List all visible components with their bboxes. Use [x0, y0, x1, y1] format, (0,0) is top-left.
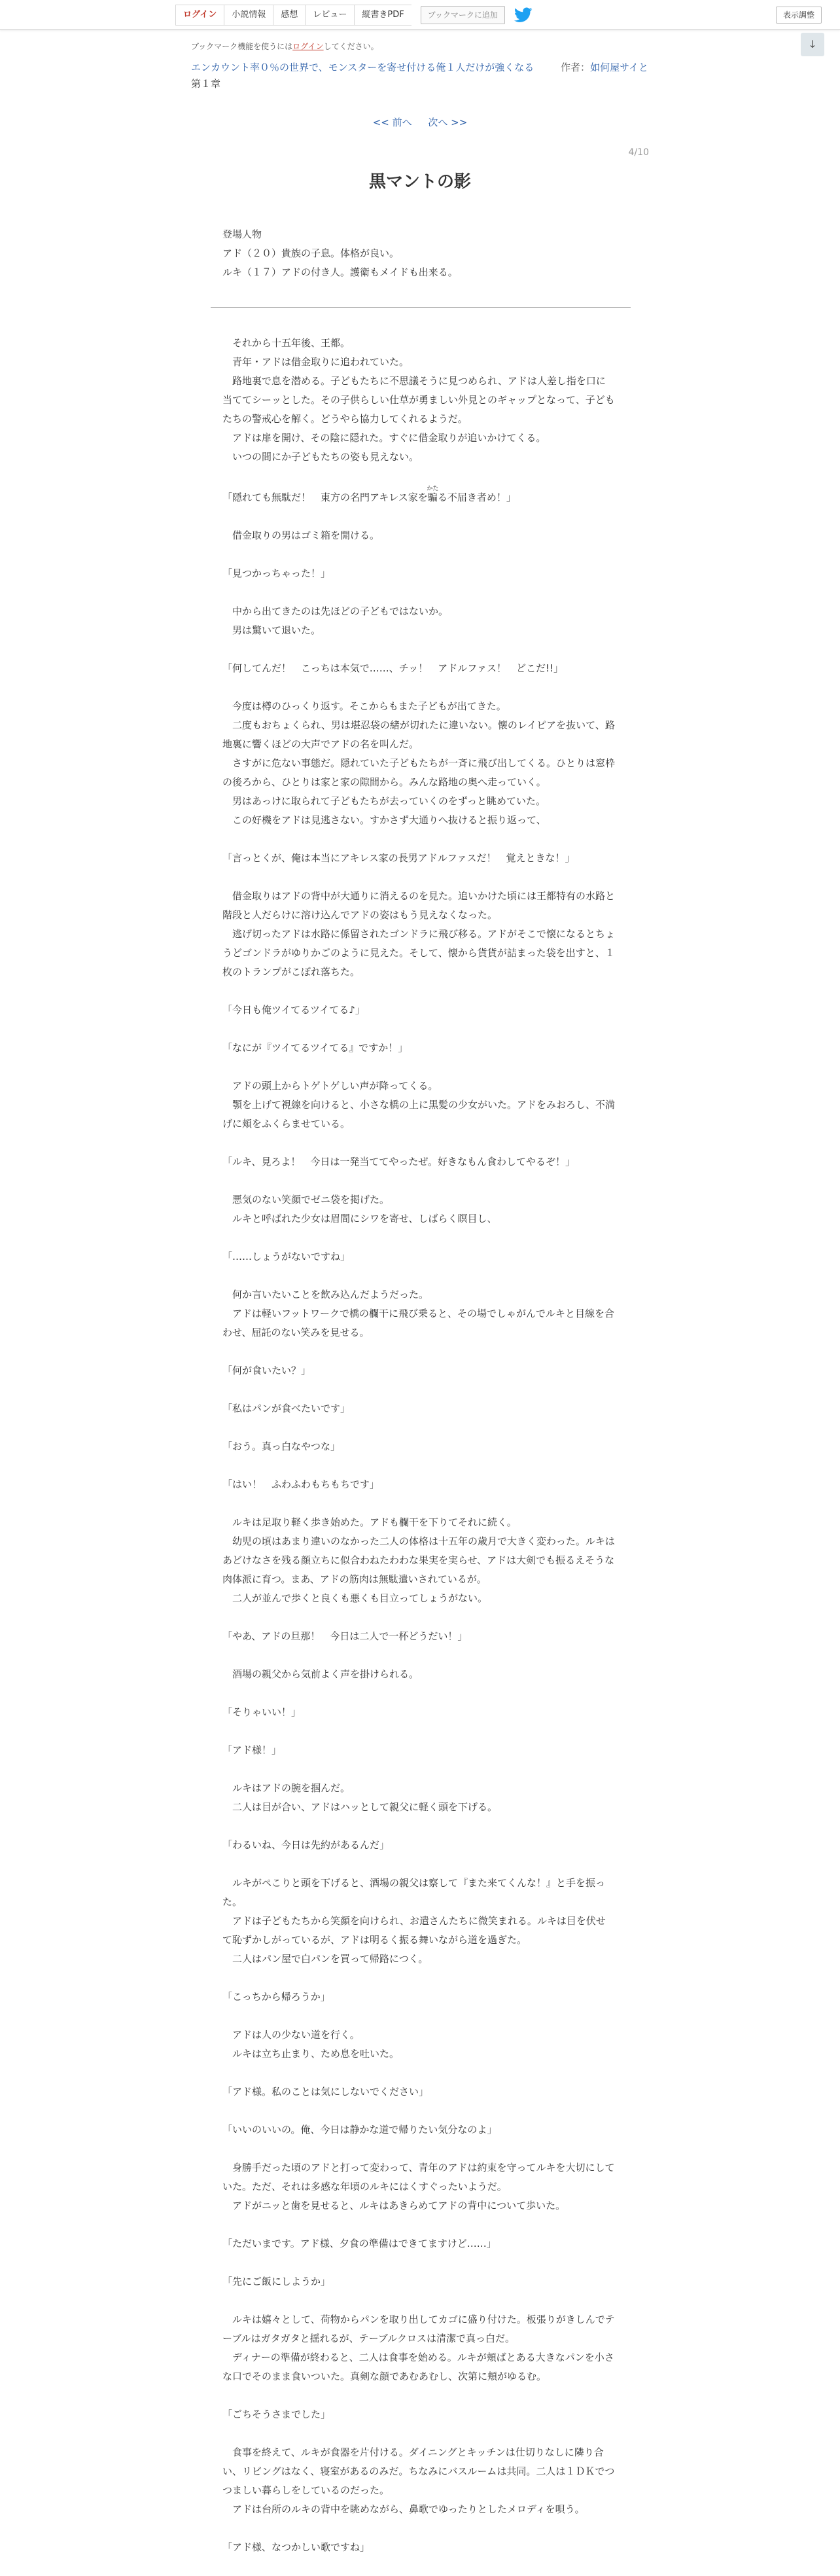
nav-novel-info[interactable]: 小説情報: [224, 5, 273, 26]
body-paragraph: それから十五年後、王都。 青年・アドは借金取りに追われていた。 路地裏で息を潜める。子どもたちに不思議そうに見つめられ、アドは人差し指を口に当ててシーッとした。その子供らしい仕草が勇ましい外見とのギャップとなって、子どもたちの警戒心を解く。どうやら協力してくれるようだ。 アドは扉を開け、その陰に隠れた。すぐに借金取りが追いかけてくる。 いつの間にか子どもたちの姿も見えない。: [222, 337, 615, 463]
divider: [211, 307, 631, 308]
novel-header: [191, 59, 649, 76]
preface-line: アド（２０）貴族の子息。体格が良い。: [222, 247, 400, 259]
body-paragraph: 「今日も俺ツイてるツイてる♪」: [222, 1004, 365, 1016]
nav-login[interactable]: ログイン: [175, 5, 224, 26]
body-paragraph: アドの頭上からトゲトゲしい声が降ってくる。 顎を上げて視線を向けると、小さな橋の上に黒髪の少女がいた。アドをみおろし、不満げに頬をふくらませている。: [222, 1080, 616, 1130]
body-paragraph: 「隠れても無駄だ！ 東方の名門アキレス家を騙かたる不届き者め！」: [222, 486, 516, 503]
body-paragraph: ルキはアドの腕を掴んだ。 二人は目が合い、アドはハッとして親父に軽く頭を下げる。: [232, 1782, 498, 1813]
body-paragraph: 悪気のない笑顔でゼニ袋を掲げた。 ルキと呼ばれた少女は眉間にシワを寄せ、しばらく瞑目し、: [232, 1194, 497, 1225]
ruby-reading: かた: [427, 486, 439, 492]
nav-review[interactable]: レビュー: [305, 5, 354, 26]
body-paragraph: 酒場の親父から気前よく声を掛けられる。: [222, 1668, 419, 1680]
body-paragraph: 「何が食いたい？」: [222, 1365, 311, 1376]
body-paragraph: 「やあ、アドの旦那！ 今日は二人で一杯どうだい！」: [222, 1630, 468, 1642]
next-page-link[interactable]: 次へ >>: [428, 116, 468, 128]
body-paragraph: 「ただいまです。アド様、夕食の準備はできてますけど……」: [222, 2238, 497, 2249]
body-paragraph: 「いいのいいの。俺、今日は静かな道で帰りたい気分なのよ」: [222, 2124, 497, 2136]
body-paragraph: 「何してんだ！ こっちは本気で……、チッ！ アドルファス！ どこだ!!」: [222, 662, 563, 674]
body-paragraph: 「アド様。私のことは気にしないでください」: [222, 2086, 429, 2098]
body-paragraph: 「ルキ、見ろよ！ 今日は一発当ててやったぜ。好きなもん食わしてやるぞ！」: [222, 1156, 575, 1168]
novel-content: [191, 41, 649, 2576]
body-paragraph: 「先にご飯にしようか」: [222, 2276, 331, 2287]
body-paragraph: 「見つかっちゃった！」: [222, 567, 331, 579]
bookmark-notice-suffix: してください。: [323, 42, 379, 51]
body-paragraph: 「はい！ ふわふわもちもちです」: [222, 1478, 379, 1490]
nav-vertical-pdf[interactable]: 縦書きPDF: [354, 5, 411, 26]
twitter-bird-icon[interactable]: [514, 7, 533, 23]
preface-line: 登場人物: [222, 228, 262, 240]
body-paragraph: 中から出てきたのは先ほどの子どもではないか。 男は驚いて退いた。: [232, 605, 449, 636]
body-paragraph: 「……しょうがないですね」: [222, 1251, 351, 1262]
body-paragraph: 借金取りの男はゴミ箱を開ける。: [222, 529, 380, 541]
page-count: 4/10: [628, 147, 649, 158]
main-nav: [175, 5, 533, 26]
body-paragraph: ルキがぺこりと頭を下げると、酒場の親父は察して『また来てくんな！』と手を振った。 アドは子どもたちから笑顔を向けられ、お遣さんたちに微笑まれる。ルキは目を伏せて恥ずかしがっているが、アドは明るく振る舞いながら道を過ぎた。 二人はパン屋で白パンを買って帰路につく。: [222, 1877, 606, 1965]
bookmark-notice-prefix: ブックマーク機能を使うには: [191, 42, 293, 51]
body-paragraph: アドは人の少ない道を行く。 ルキは立ち止まり、ため息を吐いた。: [232, 2029, 400, 2060]
pager: [191, 115, 649, 129]
body-paragraph: 「そりゃいい！」: [222, 1706, 302, 1718]
body-paragraph: ルキは嬉々として、荷物からパンを取り出してカゴに盛り付けた。板張りがきしんでテーブルはガタガタと揺れるが、テーブルクロスは清潔で真っ白だ。 ディナーの準備が終わると、二人は食事を始める。ルキが頬ばとある大きなパンを小さな口でそのまま食いついた。真剣な顔であむあむし、次第に頬がゆるむ。: [222, 2314, 615, 2382]
chapter-title: 第１章: [191, 78, 221, 90]
add-bookmark-button[interactable]: ブックマークに追加: [421, 6, 505, 24]
episode-title: 黒マントの影: [368, 172, 471, 192]
bookmark-notice: [191, 41, 649, 55]
body-paragraph: 「アド様、なつかしい歌ですね」: [222, 2541, 370, 2553]
body-paragraph: 「わるいね、今日は先約があるんだ」: [222, 1839, 390, 1851]
scroll-down-button[interactable]: ↓: [801, 33, 824, 56]
body-paragraph: 「おう。真っ白なやつな」: [222, 1440, 341, 1452]
body-paragraph: ルキは足取り軽く歩き始めた。アドも欄干を下りてそれに続く。 幼児の頃はあまり違いのなかった二人の体格は十五年の歳月で大きく変わった。ルキはあどけなさを残る顔立ちに似合わねたわわな果実を実らせ、アドは大剣でも振るえそうな肉体派に育つ。まあ、アドの筋肉は無駄遣いされているが。 二人が並んで歩くと良くも悪くも目立ってしょうがない。: [222, 1516, 615, 1604]
author-link[interactable]: 如何屋サイと: [590, 62, 649, 73]
bookmark-login-link[interactable]: ログイン: [292, 42, 324, 51]
ruby-annotation: 騙かた: [427, 486, 439, 503]
novel-title-link[interactable]: エンカウント率０％の世界で、モンスターを寄せ付ける俺１人だけが強くなる: [191, 62, 534, 73]
body-paragraph: 借金取りはアドの背中が大通りに消えるのを見た。追いかけた頃には王都特有の水路と階段と人だらけに溶け込んでアドの姿はもう見えなくなった。 逃げ切ったアドは水路に係留されたゴンドラに飛び移る。アドがそこで懐になるとちょうどゴンドラがゆりかごのように見えた。そして、懐から貨貨が詰まった袋を出すと、１枚のトランプがこぼれ落ちた。: [222, 890, 616, 978]
body-paragraph: 何か言いたいことを飲み込んだようだった。 アドは軽いフットワークで橋の欄干に飛び乗ると、その場でしゃがんでルキと目線を合わせ、屈託のない笑みを見せる。: [222, 1289, 614, 1338]
body-paragraph: 「私はパンが食べたいです」: [222, 1403, 351, 1414]
top-navigation-bar: [0, 0, 840, 30]
body-paragraph: 「アド様！」: [222, 1744, 282, 1756]
body-paragraph: 身勝手だった頃のアドと打って変わって、青年のアドは約束を守ってルキを大切にしていた。ただ、それは多感な年頃のルキにはくすぐったいようだ。 アドがニッと歯を見せると、ルキはあきらめてアドの背中について歩いた。: [222, 2162, 615, 2211]
novel-body: [222, 334, 615, 2557]
preface-line: ルキ（１７）アドの付き人。護衛もメイドも出来る。: [222, 266, 458, 278]
body-paragraph: 「なにが『ツイてるツイてる』ですか！」: [222, 1042, 408, 1054]
preface: [222, 225, 649, 282]
author-label: 作者：: [561, 62, 591, 73]
body-paragraph: 「ごちそうさまでした」: [222, 2408, 331, 2420]
nav-impressions[interactable]: 感想: [273, 5, 305, 26]
body-paragraph: 「言っとくが、俺は本当にアキレス家の長男アドルファスだ！ 覚えときな！」: [222, 852, 575, 864]
prev-page-link[interactable]: << 前へ: [372, 116, 412, 128]
body-paragraph: 今度は樽のひっくり返す。そこからもまた子どもが出てきた。 二度もおちょくられ、男は堪忍袋の緒が切れたに違いない。懐のレイピアを抜いて、路地裏に響くほどの大声でアドの名を叫んだ。 さすがに危ない事態だ。隠れていた子どもたちが一斉に飛び出してくる。ひとりは窓枠の後ろから、ひとりは家と家の隙間から。みんな路地の奥へ走っていく。 男はあっけに取られて子どもたちが去っていくのをずっと眺めていた。 この好機をアドは見逃さない。すかさず大通りへ抜けると振り返って、: [222, 700, 616, 826]
display-settings-button[interactable]: 表示調整: [776, 7, 822, 24]
body-paragraph: 食事を終えて、ルキが食器を片付ける。ダイニングとキッチンは仕切りなしに隣り合い、リビングはなく、寝室があるのみだ。ちなみにバスルームは共同。二人は１ＤＫでつつましい暮らしをしているのだった。 アドは台所のルキの背中を眺めながら、鼻歌でゆったりとしたメロディを唄う。: [222, 2446, 615, 2515]
body-paragraph: 「こっちから帰ろうか」: [222, 1991, 330, 2003]
